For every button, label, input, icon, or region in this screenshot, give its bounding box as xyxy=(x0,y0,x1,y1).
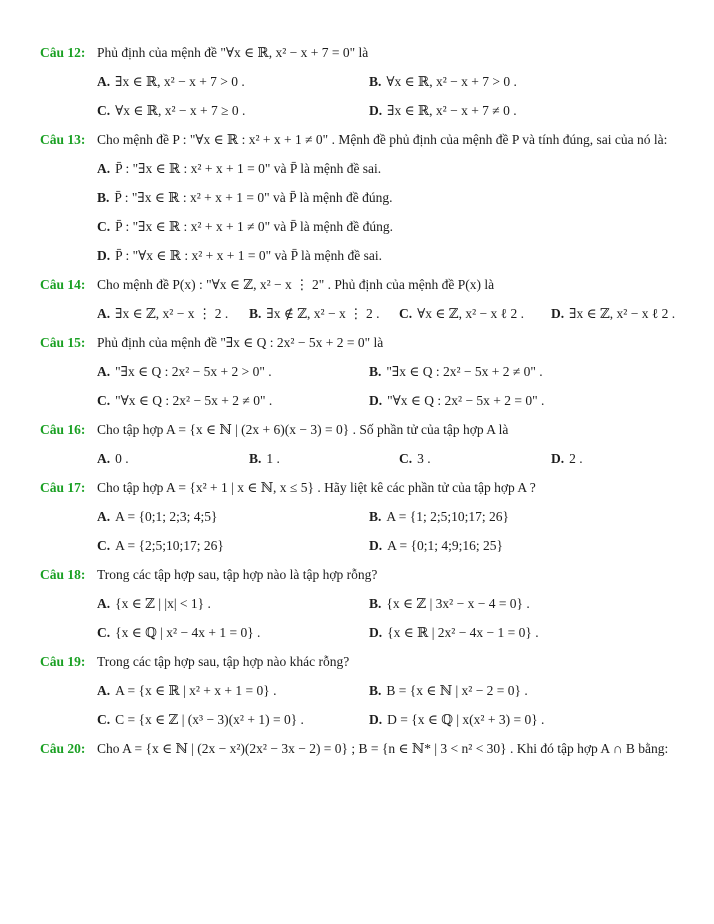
question-label: Câu 18: xyxy=(40,567,86,582)
options-list xyxy=(97,154,678,270)
option-text: 1 . xyxy=(266,451,280,466)
option-text: 2 . xyxy=(569,451,583,466)
option-text: C = {x ∈ ℤ | (x³ − 3)(x² + 1) = 0} . xyxy=(115,712,304,727)
question-label: Câu 13: xyxy=(40,132,86,147)
option-text: "∀x ∈ Q : 2x² − 5x + 2 ≠ 0" . xyxy=(115,393,273,408)
option-key: C. xyxy=(97,103,111,118)
option-key: C. xyxy=(97,538,111,553)
option-text: ∀x ∈ ℝ, x² − x + 7 > 0 . xyxy=(386,74,517,89)
option-key: C. xyxy=(97,219,111,234)
options-list xyxy=(97,444,678,473)
option-d xyxy=(369,386,678,415)
question-label: Câu 12: xyxy=(40,45,86,60)
question-text: Cho tập hợp A = {x² + 1 | x ∈ ℕ, x ≤ 5} . Hãy liệt kê các phần tử của tập hợp A ? xyxy=(97,480,536,495)
option-text: {x ∈ ℤ | |x| < 1} . xyxy=(115,596,211,611)
option-text: ∃x ∈ ℝ, x² − x + 7 > 0 . xyxy=(115,74,245,89)
option-key: A. xyxy=(97,509,111,524)
option-b xyxy=(249,444,399,473)
option-text: P̄ : "∀x ∈ ℝ : x² + x + 1 = 0" và P̄ là mệnh đề sai. xyxy=(115,248,383,263)
question-text: Cho A = {x ∈ ℕ | (2x − x²)(2x² − 3x − 2) = 0} ; B = {n ∈ ℕ* | 3 < n² < 30} . Khi đó tập hợp A ∩ B bằng: xyxy=(97,741,669,756)
option-text: A = {x ∈ ℝ | x² + x + 1 = 0} . xyxy=(115,683,277,698)
option-key: D. xyxy=(551,306,565,321)
option-key: A. xyxy=(97,306,111,321)
option-text: ∀x ∈ ℤ, x² − x ℓ 2 . xyxy=(417,306,524,321)
option-a xyxy=(97,502,369,531)
option-text: 0 . xyxy=(115,451,129,466)
question-text: Trong các tập hợp sau, tập hợp nào là tập hợp rỗng? xyxy=(97,567,378,582)
options-list xyxy=(97,589,678,647)
option-c xyxy=(97,96,369,125)
question-13 xyxy=(40,125,678,270)
option-text: ∃x ∉ ℤ, x² − x ⋮ 2 . xyxy=(266,306,380,321)
option-text: ∃x ∈ ℤ, x² − x ⋮ 2 . xyxy=(115,306,229,321)
option-text: A = {0;1; 2;3; 4;5} xyxy=(115,509,218,524)
option-c xyxy=(399,299,551,328)
option-key: B. xyxy=(249,451,262,466)
option-key: B. xyxy=(369,509,382,524)
option-text: A = {1; 2;5;10;17; 26} xyxy=(386,509,509,524)
option-text: {x ∈ ℚ | x² − 4x + 1 = 0} . xyxy=(115,625,261,640)
option-key: C. xyxy=(399,306,413,321)
option-key: C. xyxy=(97,393,111,408)
option-b xyxy=(249,299,399,328)
option-d xyxy=(369,705,678,734)
option-key: B. xyxy=(369,74,382,89)
question-label: Câu 14: xyxy=(40,277,86,292)
option-text: ∃x ∈ ℤ, x² − x ℓ 2 . xyxy=(569,306,676,321)
option-key: C. xyxy=(97,712,111,727)
option-c xyxy=(97,212,678,241)
option-key: A. xyxy=(97,161,111,176)
option-d xyxy=(97,241,678,270)
options-list xyxy=(97,299,678,328)
options-list xyxy=(97,502,678,560)
question-12 xyxy=(40,38,678,125)
options-list xyxy=(97,676,678,734)
option-a xyxy=(97,67,369,96)
question-19 xyxy=(40,647,678,734)
option-text: {x ∈ ℤ | 3x² − x − 4 = 0} . xyxy=(386,596,530,611)
option-key: D. xyxy=(369,625,383,640)
question-text: Cho mệnh đề P : "∀x ∈ ℝ : x² + x + 1 ≠ 0" . Mệnh đề phủ định của mệnh đề P và tính đúng, sai của nó là: xyxy=(97,132,668,147)
option-a xyxy=(97,357,369,386)
option-text: A = {2;5;10;17; 26} xyxy=(115,538,224,553)
option-d xyxy=(369,531,678,560)
option-text: P̄ : "∃x ∈ ℝ : x² + x + 1 ≠ 0" và P̄ là mệnh đề đúng. xyxy=(115,219,393,234)
option-text: B = {x ∈ ℕ | x² − 2 = 0} . xyxy=(386,683,528,698)
options-list xyxy=(97,357,678,415)
option-key: D. xyxy=(369,103,383,118)
question-16 xyxy=(40,415,678,473)
option-c xyxy=(399,444,551,473)
option-key: B. xyxy=(249,306,262,321)
option-text: P̄ : "∃x ∈ ℝ : x² + x + 1 = 0" và P̄ là mệnh đề đúng. xyxy=(114,190,393,205)
option-key: A. xyxy=(97,364,111,379)
question-text: Cho tập hợp A = {x ∈ ℕ | (2x + 6)(x − 3) = 0} . Số phần tử của tập hợp A là xyxy=(97,422,509,437)
question-label: Câu 16: xyxy=(40,422,86,437)
option-key: D. xyxy=(551,451,565,466)
option-key: B. xyxy=(97,190,110,205)
option-key: A. xyxy=(97,74,111,89)
option-text: ∀x ∈ ℝ, x² − x + 7 ≥ 0 . xyxy=(115,103,246,118)
option-key: B. xyxy=(369,683,382,698)
option-text: A = {0;1; 4;9;16; 25} xyxy=(387,538,503,553)
option-d xyxy=(551,299,678,328)
question-text: Phủ định của mệnh đề "∃x ∈ Q : 2x² − 5x + 2 = 0" là xyxy=(97,335,384,350)
question-label: Câu 20: xyxy=(40,741,86,756)
option-b xyxy=(369,676,678,705)
option-key: C. xyxy=(399,451,413,466)
option-b xyxy=(369,502,678,531)
question-label: Câu 15: xyxy=(40,335,86,350)
option-text: P̄ : "∃x ∈ ℝ : x² + x + 1 = 0" và P̄ là mệnh đề sai. xyxy=(115,161,382,176)
option-text: "∃x ∈ Q : 2x² − 5x + 2 ≠ 0" . xyxy=(386,364,543,379)
option-text: {x ∈ ℝ | 2x² − 4x − 1 = 0} . xyxy=(387,625,539,640)
option-text: ∃x ∈ ℝ, x² − x + 7 ≠ 0 . xyxy=(387,103,517,118)
option-c xyxy=(97,705,369,734)
option-key: A. xyxy=(97,596,111,611)
option-d xyxy=(369,618,678,647)
option-text: D = {x ∈ ℚ | x(x² + 3) = 0} . xyxy=(387,712,545,727)
question-text: Phủ định của mệnh đề "∀x ∈ ℝ, x² − x + 7 = 0" là xyxy=(97,45,369,60)
question-17 xyxy=(40,473,678,560)
option-d xyxy=(551,444,678,473)
option-b xyxy=(369,357,678,386)
option-d xyxy=(369,96,678,125)
option-text: "∃x ∈ Q : 2x² − 5x + 2 > 0" . xyxy=(115,364,272,379)
option-text: "∀x ∈ Q : 2x² − 5x + 2 = 0" . xyxy=(387,393,545,408)
option-a xyxy=(97,676,369,705)
option-key: D. xyxy=(369,393,383,408)
option-key: C. xyxy=(97,625,111,640)
option-c xyxy=(97,386,369,415)
option-c xyxy=(97,531,369,560)
option-b xyxy=(369,67,678,96)
option-key: B. xyxy=(369,596,382,611)
option-key: D. xyxy=(369,712,383,727)
question-15 xyxy=(40,328,678,415)
option-b xyxy=(97,183,678,212)
option-key: D. xyxy=(369,538,383,553)
option-a xyxy=(97,444,249,473)
option-key: A. xyxy=(97,451,111,466)
question-text: Cho mệnh đề P(x) : "∀x ∈ ℤ, x² − x ⋮ 2" . Phủ định của mệnh đề P(x) là xyxy=(97,277,495,292)
option-key: D. xyxy=(97,248,111,263)
question-text: Trong các tập hợp sau, tập hợp nào khác rỗng? xyxy=(97,654,350,669)
option-a xyxy=(97,154,678,183)
question-20 xyxy=(40,734,678,763)
options-list xyxy=(97,67,678,125)
option-a xyxy=(97,299,249,328)
option-text: 3 . xyxy=(417,451,431,466)
option-c xyxy=(97,618,369,647)
question-18 xyxy=(40,560,678,647)
option-b xyxy=(369,589,678,618)
question-14 xyxy=(40,270,678,328)
option-key: B. xyxy=(369,364,382,379)
option-a xyxy=(97,589,369,618)
question-label: Câu 17: xyxy=(40,480,86,495)
question-label: Câu 19: xyxy=(40,654,86,669)
option-key: A. xyxy=(97,683,111,698)
